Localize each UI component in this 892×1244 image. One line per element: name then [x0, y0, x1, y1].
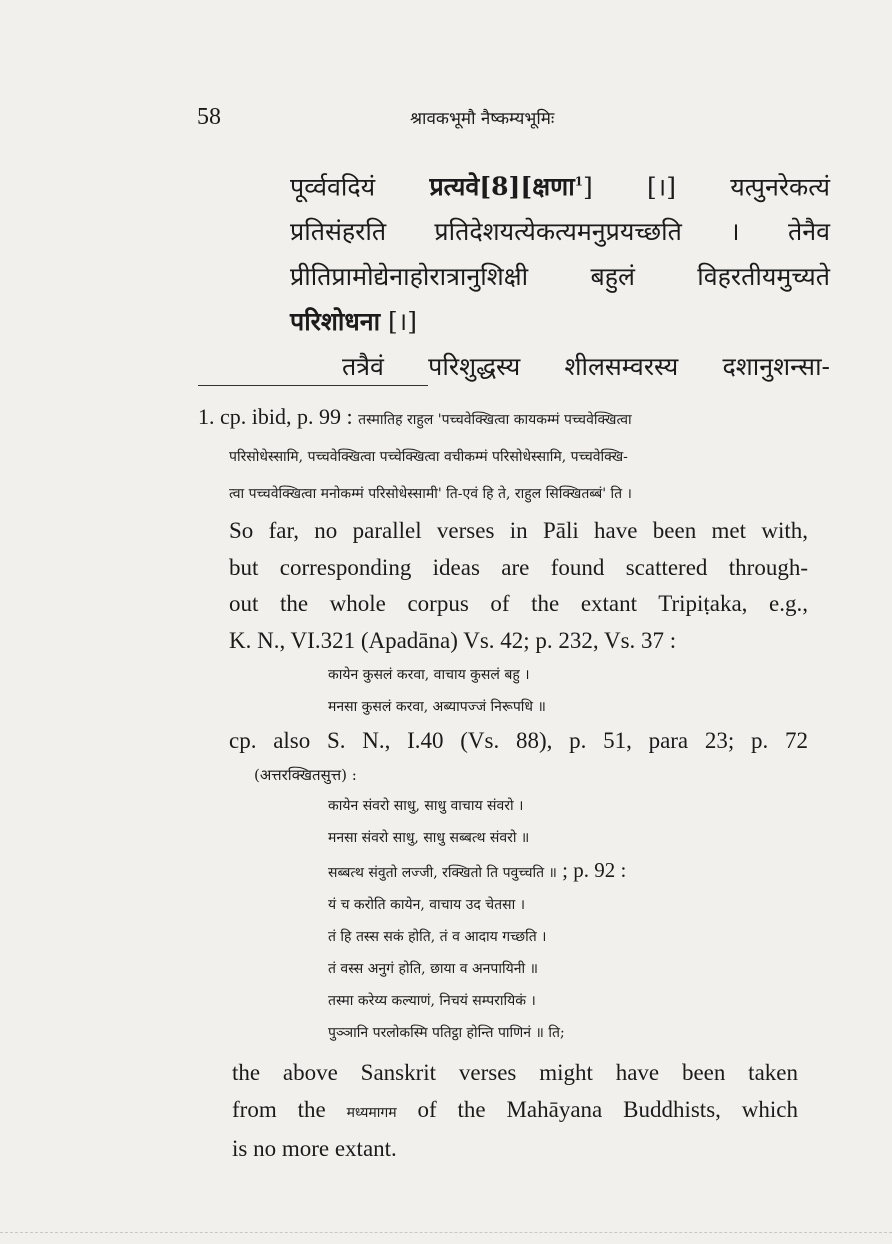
quote-line: तं वस्स अनुगं होति, छाया व अनपायिनी ॥: [328, 960, 538, 977]
quote-line: यं च करोति कायेन, वाचाय उद चेतसा ।: [328, 896, 526, 913]
closing-paragraph: [232, 1055, 798, 1168]
closing-line-1: the above Sanskrit verses might have been taken: [232, 1060, 798, 1085]
main-line-4a: परिशोधना: [290, 307, 381, 337]
main-line-2: प्रतिसंहरति प्रतिदेशयत्येकत्यमनुप्रयच्छति । तेनैव: [290, 217, 830, 247]
quote-line: कायेन संवरो साधु, साधु वाचाय संवरो ।: [328, 797, 524, 814]
footnote-line-3: त्वा पच्चवेक्खित्वा मनोकम्मं परिसोधेस्सामी' ति-एवं हि ते, राहुल सिक्खितब्बं' ति ।: [229, 486, 632, 502]
footnote-first-deva: तस्मातिह राहुल 'पच्चवेक्खित्वा कायकम्मं पच्चवेक्खित्वा: [358, 412, 632, 428]
quote-line: मनसा संवरो साधु, साधु सब्बत्थ संवरो ॥: [328, 829, 530, 846]
main-line-3: प्रीतिप्रामोद्येनाहोरात्रानुशिक्षी बहुलं विहरतीयमुच्यते: [290, 262, 830, 292]
closing-text: from the: [232, 1096, 347, 1122]
scan-edge: [0, 1232, 892, 1233]
footnote-line-1: [198, 398, 808, 439]
quote-reference: ; p. 92 :: [556, 857, 627, 882]
closing-text: of the Mahāyana Buddhists, which: [396, 1096, 798, 1122]
quote-text: सब्बत्थ संवुतो लज्जी, रक्खितो ति पवुच्चति ॥: [328, 864, 557, 881]
quote-line: पुञ्ञानि परलोकस्मि पतिट्ठा होन्ति पाणिनं ॥ ति;: [328, 1024, 565, 1041]
closing-line-2: [232, 1092, 798, 1132]
quote-line: कायेन कुसलं करवा, वाचाय कुसलं बहु ।: [328, 667, 530, 683]
quote-sn: [198, 790, 808, 1049]
main-line-5: तत्रैवं परिशुद्धस्य शीलसम्वरस्य दशानुशन्सा-: [342, 352, 830, 382]
page-number: 58: [197, 104, 221, 130]
quote-line: [198, 854, 808, 889]
footnote-line-2: परिसोधेस्सामि, पच्चवेक्खित्वा पच्चेक्खित्वा वचीकम्मं परिसोधेस्सामि, पच्चवेक्खि-: [229, 449, 628, 465]
sutta-title: (अत्तरक्खितसुत्त) :: [254, 765, 357, 784]
main-line-4: [290, 299, 830, 344]
running-title: श्रावकभूमौ नैष्कम्यभूमिः: [410, 109, 555, 129]
quote-line: तं हि तस्स सकं होति, तं व आदाय गच्छति ।: [328, 928, 547, 945]
main-line-1: [290, 160, 830, 209]
footnote: [198, 398, 808, 1049]
footnote-lead: 1. cp. ibid, p. 99 :: [198, 404, 359, 429]
main-line-1a: पूर्व्ववदियं: [290, 172, 376, 202]
footnote-eng-3: out the whole corpus of the extant Tripiṭaka, e.g.,: [229, 591, 808, 616]
footnote-cp-also: cp. also S. N., I.40 (Vs. 88), p. 51, para 23; p. 72: [229, 728, 808, 753]
footnote-marker: 1: [574, 175, 584, 189]
footnote-eng-2: but corresponding ideas are found scattered through-: [229, 554, 808, 580]
quote-line: मनसा कुसलं करवा, अब्यापज्जं निरूपधि ॥: [328, 699, 546, 715]
quote-line: तस्मा करेय्य कल्याणं, निचयं सम्परायिकं ।: [328, 992, 536, 1009]
main-text: [290, 160, 830, 389]
main-line-1c: ] [।] यत्पुनरेकत्यं: [583, 172, 830, 202]
closing-line-3: is no more extant.: [232, 1136, 397, 1161]
footnote-eng-1: So far, no parallel verses in Pāli have been met with,: [229, 518, 808, 543]
main-line-4b: [।]: [380, 307, 418, 337]
footnote-divider: [198, 385, 428, 386]
main-line-1b: प्रत्यवे[8][क्षणा$^1$: [429, 172, 584, 202]
quote-apadana: [198, 659, 808, 723]
footnote-eng-4: K. N., VI.321 (Apadāna) Vs. 42; p. 232, Vs. 37 :: [229, 627, 677, 653]
closing-deva: मध्यमागम: [346, 1104, 397, 1121]
